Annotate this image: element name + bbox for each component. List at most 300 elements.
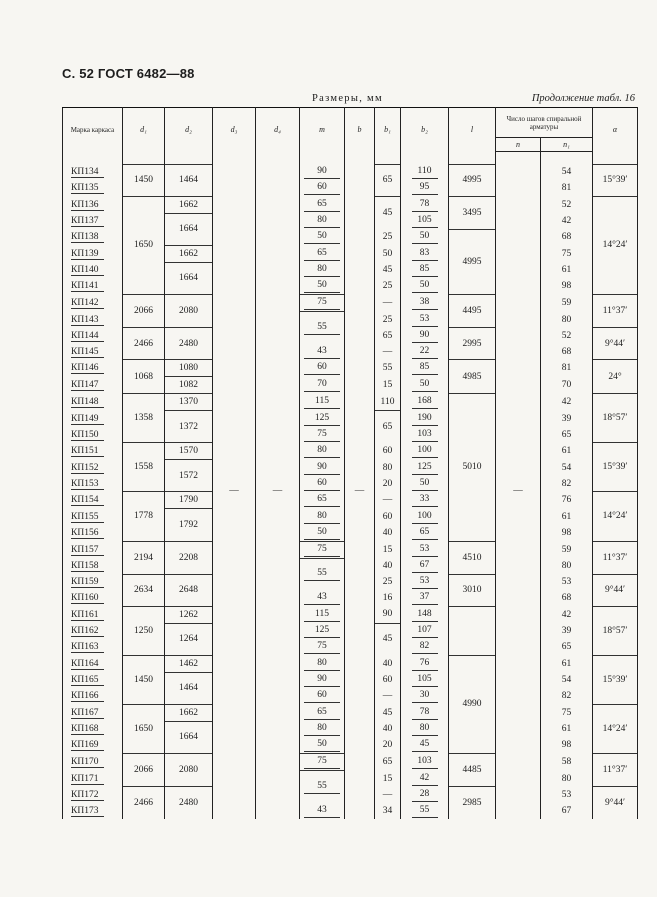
l-value: 3010 xyxy=(462,585,482,595)
alpha-value: 9°44′ xyxy=(604,585,626,595)
cell-b1 xyxy=(375,558,401,574)
n1-value: 61 xyxy=(561,265,572,275)
mark-value: КП144 xyxy=(71,331,104,342)
n1-value: 39 xyxy=(561,626,572,636)
n1-value: 98 xyxy=(561,527,572,538)
cell-l xyxy=(449,787,496,819)
cell-d1 xyxy=(123,164,165,196)
n1-value: 61 xyxy=(561,658,572,669)
cell-alpha xyxy=(593,606,638,655)
mark-value: КП134 xyxy=(71,167,104,178)
m-value: 115 xyxy=(304,608,340,622)
cell-n1 xyxy=(541,623,593,639)
mark-value: КП162 xyxy=(71,626,104,637)
cell-m xyxy=(300,771,345,803)
cell-d4 xyxy=(256,164,300,819)
alpha-value: 15°39′ xyxy=(602,175,628,185)
cell-alpha xyxy=(593,196,638,295)
cell-m xyxy=(300,344,345,360)
cell-n1 xyxy=(541,639,593,655)
row-mark xyxy=(63,377,123,394)
d2-value: 1464 xyxy=(179,683,198,693)
cell-m xyxy=(300,754,345,771)
cell-d2 xyxy=(165,377,213,394)
b2-value: 95 xyxy=(412,181,438,195)
b2-value: 53 xyxy=(412,313,438,327)
b2-value: 83 xyxy=(412,247,438,261)
mark-value: КП135 xyxy=(71,183,104,194)
cell-n1 xyxy=(541,672,593,688)
row-mark xyxy=(63,803,123,819)
cell-n1 xyxy=(541,787,593,803)
mark-value: КП138 xyxy=(71,232,104,243)
row-mark xyxy=(63,541,123,558)
alpha-value: 11°37′ xyxy=(602,306,628,316)
mark-value: КП141 xyxy=(71,281,104,292)
d1-value: 2466 xyxy=(134,338,153,349)
mark-value: КП170 xyxy=(71,757,104,768)
d4-dash: — xyxy=(272,486,283,497)
cell-m xyxy=(300,312,345,344)
n1-value: 98 xyxy=(561,281,572,292)
cell-n1 xyxy=(541,164,593,180)
cell-m xyxy=(300,509,345,525)
cell-b1 xyxy=(375,394,401,411)
m-value: 90 xyxy=(304,165,340,179)
header-d2: d₂ xyxy=(165,108,213,152)
n1-value: 42 xyxy=(561,397,572,407)
b1-value: — xyxy=(382,298,393,308)
cell-n1 xyxy=(541,754,593,771)
d1-value: 1358 xyxy=(134,413,153,423)
cell-n1 xyxy=(541,229,593,245)
cell-b2 xyxy=(401,688,449,704)
cell-b1 xyxy=(375,312,401,328)
row-mark xyxy=(63,623,123,639)
mark-value: КП167 xyxy=(71,708,104,719)
mark-value: КП168 xyxy=(71,724,104,735)
cell-n1 xyxy=(541,328,593,344)
m-value: 90 xyxy=(304,461,340,475)
cell-b1 xyxy=(375,803,401,819)
cell-b1 xyxy=(375,606,401,623)
d1-value: 1250 xyxy=(134,625,153,636)
cell-n1 xyxy=(541,476,593,492)
cell-m xyxy=(300,492,345,509)
cell-b2 xyxy=(401,394,449,411)
alpha-value: 9°44′ xyxy=(604,338,626,349)
row-mark xyxy=(63,411,123,427)
cell-d2 xyxy=(165,328,213,360)
mark-value: КП137 xyxy=(71,216,104,227)
n1-value: 65 xyxy=(561,429,572,440)
mark-value: КП153 xyxy=(71,479,104,490)
b1-value: 65 xyxy=(382,330,393,341)
l-value: 4485 xyxy=(462,765,482,775)
alpha-value: 18°57′ xyxy=(602,625,628,636)
row-mark xyxy=(63,213,123,229)
cell-b2 xyxy=(401,590,449,606)
cell-n1 xyxy=(541,771,593,787)
cell-n1 xyxy=(541,360,593,377)
cell-b1 xyxy=(375,672,401,688)
d2-value: 1264 xyxy=(179,634,198,644)
m-value: 55 xyxy=(304,567,340,581)
n-dash: — xyxy=(513,486,523,497)
d2-value: 2480 xyxy=(179,338,198,349)
cell-d2 xyxy=(165,492,213,509)
b1-value: 80 xyxy=(382,462,393,473)
b1-value: 25 xyxy=(382,232,393,242)
cell-b1 xyxy=(375,787,401,803)
cell-n1 xyxy=(541,344,593,360)
n1-value: 52 xyxy=(561,330,572,341)
cell-m xyxy=(300,278,345,295)
cell-b2 xyxy=(401,411,449,427)
cell-d2 xyxy=(165,655,213,672)
d2-value: 2080 xyxy=(179,306,198,316)
cell-alpha xyxy=(593,704,638,754)
n1-value: 67 xyxy=(561,805,572,816)
b1-value: — xyxy=(382,495,393,505)
cell-b1 xyxy=(375,754,401,771)
l-value: 4990 xyxy=(462,699,482,710)
m-value: 75 xyxy=(304,755,340,769)
mark-value: КП143 xyxy=(71,315,104,326)
d2-value: 2480 xyxy=(179,797,198,808)
cell-m xyxy=(300,590,345,606)
m-value: 50 xyxy=(304,526,340,540)
header-spiral-steps: Число шагов спиральной арматуры xyxy=(496,108,593,138)
d2-value: 1790 xyxy=(179,495,198,505)
cell-b1 xyxy=(375,295,401,312)
cell-b1 xyxy=(375,721,401,737)
cell-n1 xyxy=(541,737,593,754)
cell-b2 xyxy=(401,509,449,525)
d2-value: 2648 xyxy=(179,585,198,595)
n1-value: 81 xyxy=(561,183,572,193)
b1-value: 65 xyxy=(382,757,393,767)
cell-b2 xyxy=(401,558,449,574)
d2-value: 1664 xyxy=(179,224,198,234)
l-value: 2995 xyxy=(462,338,482,349)
row-mark xyxy=(63,655,123,672)
n1-value: 61 xyxy=(561,724,572,734)
b2-value: 50 xyxy=(412,279,438,293)
d2-value: 1462 xyxy=(179,658,198,669)
cell-d2 xyxy=(165,721,213,754)
alpha-value: 14°24′ xyxy=(602,240,628,251)
cell-b2 xyxy=(401,721,449,737)
n1-value: 70 xyxy=(561,380,572,390)
cell-m xyxy=(300,525,345,542)
d2-value: 1792 xyxy=(179,519,198,530)
n1-value: 82 xyxy=(561,478,572,489)
cell-alpha xyxy=(593,754,638,787)
b2-value: 80 xyxy=(412,722,438,736)
b2-value: 103 xyxy=(412,755,438,769)
mark-value: КП145 xyxy=(71,347,104,358)
n1-value: 75 xyxy=(561,248,572,259)
cell-d1 xyxy=(123,394,165,443)
cell-d3 xyxy=(213,164,256,819)
cell-b2 xyxy=(401,606,449,623)
cell-n1 xyxy=(541,721,593,737)
cell-b2 xyxy=(401,344,449,360)
row-mark xyxy=(63,229,123,245)
cell-b1 xyxy=(375,771,401,787)
m-value: 43 xyxy=(304,804,340,818)
cell-b1 xyxy=(375,525,401,542)
cell-m xyxy=(300,460,345,476)
n1-value: 80 xyxy=(561,314,572,325)
cell-l xyxy=(449,394,496,542)
row-mark xyxy=(63,525,123,542)
mark-value: КП156 xyxy=(71,528,104,539)
d2-value: 1080 xyxy=(179,363,198,373)
cell-b2 xyxy=(401,180,449,196)
b1-value: 40 xyxy=(382,561,393,571)
b2-value: 50 xyxy=(412,230,438,244)
cell-b2 xyxy=(401,278,449,295)
cell-n1 xyxy=(541,606,593,623)
d2-value: 1664 xyxy=(179,732,198,743)
cell-m xyxy=(300,704,345,721)
n1-value: 68 xyxy=(561,593,572,603)
cell-n1 xyxy=(541,377,593,394)
row-mark xyxy=(63,196,123,213)
cell-d2 xyxy=(165,672,213,704)
cell-m xyxy=(300,360,345,377)
mark-value: КП140 xyxy=(71,265,104,276)
table-row xyxy=(63,164,638,180)
m-value: 80 xyxy=(304,214,340,228)
row-mark xyxy=(63,295,123,312)
b2-value: 85 xyxy=(412,361,438,375)
cell-d2 xyxy=(165,754,213,787)
cell-b1 xyxy=(375,196,401,229)
cell-d1 xyxy=(123,704,165,754)
alpha-value: 14°24′ xyxy=(602,511,628,522)
dimensions-caption: Размеры, мм xyxy=(312,93,383,104)
cell-m xyxy=(300,262,345,278)
header-d4: d₄ xyxy=(256,108,300,152)
b1-value: 60 xyxy=(382,511,393,522)
mark-value: КП147 xyxy=(71,380,104,391)
cell-m xyxy=(300,394,345,411)
cell-alpha xyxy=(593,295,638,328)
cell-m xyxy=(300,737,345,754)
m-value: 80 xyxy=(304,657,340,671)
cell-b1 xyxy=(375,245,401,262)
cell-l xyxy=(449,655,496,754)
cell-b2 xyxy=(401,262,449,278)
mark-value: КП169 xyxy=(71,740,104,751)
l-value: 2985 xyxy=(462,797,482,808)
header-n1: n₁ xyxy=(541,138,593,152)
cell-d1 xyxy=(123,196,165,295)
cell-d1 xyxy=(123,574,165,606)
alpha-value: 11°37′ xyxy=(602,552,628,563)
mark-value: КП151 xyxy=(71,446,104,457)
cell-d1 xyxy=(123,328,165,360)
row-mark xyxy=(63,721,123,737)
cell-b1 xyxy=(375,411,401,443)
cell-n1 xyxy=(541,443,593,460)
alpha-value: 15°39′ xyxy=(602,674,628,685)
d2-value: 1262 xyxy=(179,609,198,620)
m-value: 50 xyxy=(304,738,340,752)
b1-value: 60 xyxy=(382,675,393,685)
row-mark xyxy=(63,704,123,721)
cell-b1 xyxy=(375,704,401,721)
cell-n1 xyxy=(541,525,593,542)
cell-n1 xyxy=(541,558,593,574)
l-value: 4995 xyxy=(462,256,482,267)
cell-n1 xyxy=(541,278,593,295)
row-mark xyxy=(63,278,123,295)
cell-b2 xyxy=(401,704,449,721)
b2-value: 105 xyxy=(412,214,438,228)
cell-l xyxy=(449,164,496,196)
b2-value: 90 xyxy=(412,329,438,343)
cell-d1 xyxy=(123,541,165,574)
continuation-caption: Продолжение табл. 16 xyxy=(531,93,635,104)
row-mark xyxy=(63,476,123,492)
m-value: 115 xyxy=(304,395,340,409)
n1-value: 61 xyxy=(561,446,572,456)
m-value: 75 xyxy=(304,543,340,557)
cell-d2 xyxy=(165,623,213,655)
cell-n1 xyxy=(541,213,593,229)
cell-b2 xyxy=(401,443,449,460)
n1-value: 58 xyxy=(561,757,572,767)
cell-alpha xyxy=(593,443,638,492)
row-mark xyxy=(63,639,123,655)
l-value: 4995 xyxy=(462,175,482,185)
cell-l xyxy=(449,606,496,655)
cell-m xyxy=(300,229,345,245)
cell-alpha xyxy=(593,492,638,542)
m-value: 80 xyxy=(304,263,340,277)
m-value: 50 xyxy=(304,230,340,244)
d1-value: 1450 xyxy=(134,674,153,685)
row-mark xyxy=(63,737,123,754)
m-value: 125 xyxy=(304,624,340,638)
row-mark xyxy=(63,558,123,574)
l-value: 4495 xyxy=(462,306,482,316)
b2-value: 148 xyxy=(412,608,438,622)
cell-b2 xyxy=(401,787,449,803)
mark-value: КП150 xyxy=(71,430,104,441)
b2-value: 30 xyxy=(412,689,438,703)
d2-value: 1370 xyxy=(179,397,198,407)
b2-value: 110 xyxy=(412,165,438,179)
b1-value: 20 xyxy=(382,740,393,751)
cell-d2 xyxy=(165,411,213,443)
b2-value: 82 xyxy=(412,640,438,654)
b2-value: 38 xyxy=(412,296,438,310)
cell-n1 xyxy=(541,295,593,312)
header-alpha: α xyxy=(593,108,638,152)
mark-value: КП163 xyxy=(71,642,104,653)
cell-b1 xyxy=(375,590,401,606)
cell-b2 xyxy=(401,245,449,262)
n1-value: 59 xyxy=(561,298,572,308)
cell-d2 xyxy=(165,213,213,245)
m-value: 55 xyxy=(304,321,340,335)
b1-value: 45 xyxy=(382,707,393,718)
m-value: 80 xyxy=(304,722,340,736)
b1-value: 45 xyxy=(382,634,393,645)
row-mark xyxy=(63,328,123,344)
cell-d2 xyxy=(165,196,213,213)
n1-value: 75 xyxy=(561,707,572,718)
row-mark xyxy=(63,312,123,328)
cell-b1 xyxy=(375,278,401,295)
n1-value: 80 xyxy=(561,561,572,571)
n1-value: 80 xyxy=(561,773,572,784)
b1-value: 25 xyxy=(382,281,393,292)
cell-m xyxy=(300,688,345,704)
cell-l xyxy=(449,196,496,229)
cell-b2 xyxy=(401,328,449,344)
row-mark xyxy=(63,771,123,787)
b-dash: — xyxy=(354,486,365,497)
cell-b2 xyxy=(401,541,449,558)
row-mark xyxy=(63,688,123,704)
cell-alpha xyxy=(593,360,638,394)
m-value: 65 xyxy=(304,706,340,720)
mark-value: КП165 xyxy=(71,675,104,686)
b1-value: 65 xyxy=(382,175,393,185)
cell-alpha xyxy=(593,655,638,704)
cell-b1 xyxy=(375,328,401,344)
cell-n xyxy=(496,164,541,819)
b1-value: 40 xyxy=(382,724,393,734)
b1-value: — xyxy=(382,789,393,800)
cell-b1 xyxy=(375,360,401,377)
cell-d1 xyxy=(123,655,165,704)
cell-n1 xyxy=(541,180,593,196)
cell-m xyxy=(300,721,345,737)
mark-value: КП172 xyxy=(71,790,104,801)
cell-n1 xyxy=(541,803,593,819)
cell-n1 xyxy=(541,688,593,704)
m-value: 65 xyxy=(304,247,340,261)
cell-b1 xyxy=(375,737,401,754)
n1-value: 42 xyxy=(561,609,572,620)
row-mark xyxy=(63,427,123,443)
cell-b xyxy=(345,164,375,819)
cell-b2 xyxy=(401,754,449,771)
cell-n1 xyxy=(541,196,593,213)
cell-b1 xyxy=(375,655,401,672)
cell-b1 xyxy=(375,476,401,492)
cell-b2 xyxy=(401,196,449,213)
header-d1: d₁ xyxy=(123,108,165,152)
cell-m xyxy=(300,411,345,427)
m-value: 75 xyxy=(304,640,340,654)
cell-n1 xyxy=(541,590,593,606)
b2-value: 105 xyxy=(412,673,438,687)
row-mark xyxy=(63,164,123,180)
b2-value: 53 xyxy=(412,543,438,557)
b2-value: 103 xyxy=(412,428,438,442)
n1-value: 82 xyxy=(561,691,572,701)
b1-value: — xyxy=(382,691,393,701)
n1-value: 98 xyxy=(561,740,572,751)
